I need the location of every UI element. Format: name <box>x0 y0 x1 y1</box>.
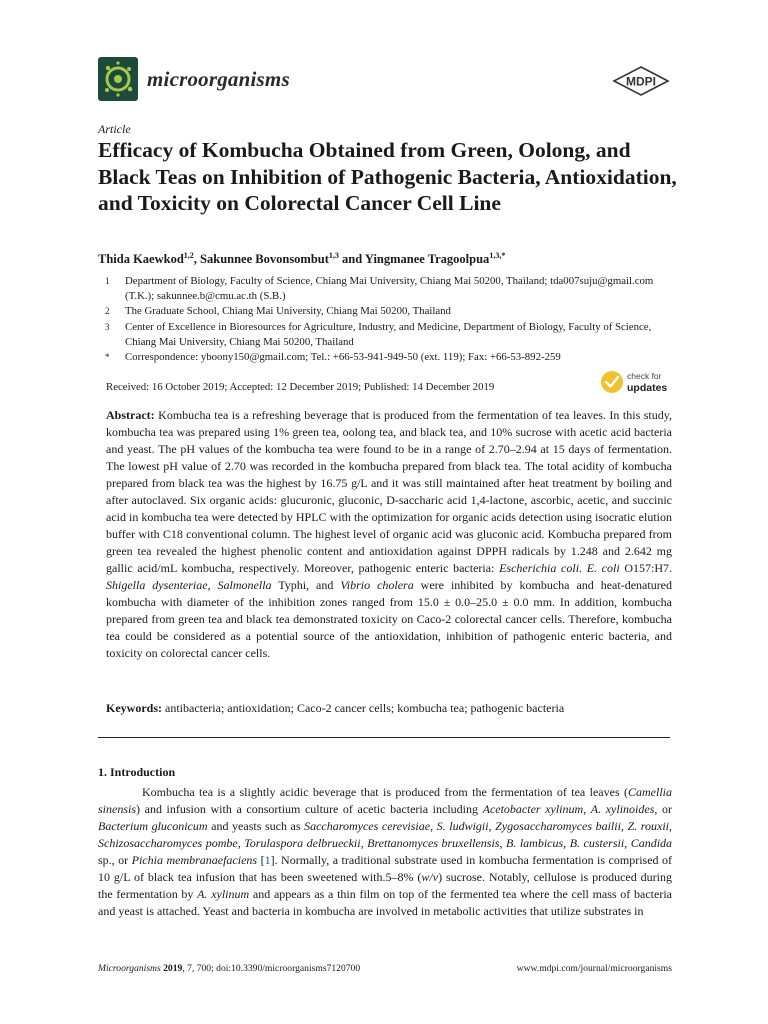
article-title: Efficacy of Kombucha Obtained from Green, Oolong, and Black Teas on Inhibition of Pathogenic Bacteria, Antioxidation, and Toxicity on Colorectal Cancer Cell Line <box>98 138 677 215</box>
abstract-text: were inhibited by kombucha and heat-denatured kombucha with diameter of the inhibition zones ranged from 15.0 ± 0.0–25.0 ± 0.0 mm. In addition, kombucha prepared from green tea and black tea demonstrated toxicity on Caco-2 colorectal cancer cells. Therefore, kombucha tea could be considered as a potential source of the antioxidation, inhibition of pathogenic enteric bacteria, and toxicity on colorectal cancer cells. <box>106 578 673 660</box>
affiliation-mark: 1 <box>105 276 110 286</box>
body-text: , <box>620 819 628 833</box>
body-text: and yeasts such as <box>207 819 305 833</box>
species-name: Bacterium gluconicum <box>98 819 208 833</box>
abstract-text: Kombucha tea is a refreshing beverage that is produced from the fermentation of tea leaves. In this study, kombucha tea was prepared using 1% green tea, oolong tea, and black tea, and 10% sucrose with acetic acid bacteria and yeast. The pH values of the kombucha tea were found to be in a range of 2.70–2.94 at 15 days of fermentation. The lowest pH value of 2.70 was recorded in the kombucha prepared from black tea. The total acidity of kombucha prepared from black tea was the highest by 16.75 g/L and it was still maintained after heat treatment by boiling and after autoclaved. Six organic acids: glucuronic, gluconic, D-saccharic acid 1,4-lactone, ascorbic, acetic, and succinic acid in kombucha tea were detected by HPLC with the optimization for organic acids detection using isocratic elution buffer with C18 conventional column. The highest level of organic acid was gluconic acid. Kombucha prepared from green tea revealed the highest phenolic content and antioxidation against DPPH radicals by 1.248 and 2.642 mg gallic acid/mL kombucha, respectively. Moreover, pathogenic enteric bacteria: <box>106 408 672 575</box>
species-name: A. xylinum <box>197 887 250 901</box>
species-name: S. ludwigii <box>436 819 489 833</box>
body-text: ]. Normally, a traditional substrate used in kombucha fermentation is comprised of 10 g/L of black tea infusion that has been sweetened with.5–8% ( <box>98 853 673 884</box>
affiliation-list <box>98 274 678 365</box>
species-name: Candida <box>630 836 673 850</box>
body-text: sp., or <box>98 853 132 867</box>
affiliation-mark: * <box>105 352 110 363</box>
mdpi-logo <box>612 66 670 96</box>
body-text: , <box>583 802 591 816</box>
body-text: and appears as a thin film on top of the fermented tea where the cell mass of bacteria and yeast is attached. Yeast and bacteria in kombucha are involved in metabolic activities that utilize substrates in <box>98 887 672 918</box>
body-text: Kombucha tea is a slightly acidic beverage that is produced from the fermentation of tea leaves ( <box>142 785 628 799</box>
author-name[interactable]: Sakunnee Bovonsombut <box>200 252 329 267</box>
introduction-paragraph <box>98 784 672 920</box>
species-name: Camellia sinensis <box>98 785 672 816</box>
body-text: ) sucrose. Notably, cellulose is produced during the fermentation by <box>98 870 672 901</box>
author-name[interactable]: Thida Kaewkod <box>98 252 184 267</box>
species-name: Z. rouxii <box>627 819 669 833</box>
species-name: Vibrio cholera <box>340 578 414 592</box>
abstract-text: O157:H7. <box>619 561 672 575</box>
author-list <box>98 251 505 267</box>
citation-link[interactable]: 1 <box>264 853 271 867</box>
body-text: , <box>669 819 672 833</box>
article-type: Article <box>98 122 131 136</box>
author-affiliation-mark: 1,2 <box>183 251 194 260</box>
species-name: Brettanomyces bruxellensis <box>367 836 500 850</box>
check-updates-line1: check for <box>627 371 662 381</box>
body-text: , <box>237 836 245 850</box>
affiliation-mark: 3 <box>105 321 110 332</box>
abstract-text: . <box>579 561 587 575</box>
body-text: , <box>499 836 506 850</box>
species-name: B. lambicus <box>506 836 564 850</box>
affiliation-item <box>98 350 678 365</box>
footer-journal: Microorganisms <box>98 963 161 974</box>
species-name: Saccharomyces cerevisiae <box>304 819 431 833</box>
body-text: , <box>360 836 368 850</box>
affiliation-text: The Graduate School, Chiang Mai University, Chiang Mai 50200, Thailand <box>125 305 451 318</box>
keywords-text: antibacteria; antioxidation; Caco-2 cancer cells; kombucha tea; pathogenic bacteria <box>162 701 565 715</box>
publication-dates: Received: 16 October 2019; Accepted: 12 December 2019; Published: 14 December 2019 <box>106 381 495 393</box>
section-heading-introduction: 1. Introduction <box>98 765 176 779</box>
body-text: ) and infusion with a consortium culture of acetic bacteria including <box>136 802 483 816</box>
body-text: , <box>488 819 496 833</box>
publisher-name: MDPI <box>626 74 656 89</box>
check-for-updates-button[interactable] <box>600 367 678 397</box>
affiliation-mark: 2 <box>105 306 110 317</box>
species-name: Pichia membranaefaciens <box>131 853 258 867</box>
footer-year: 2019 <box>163 963 183 974</box>
body-text: , <box>624 836 631 850</box>
keywords <box>106 701 672 716</box>
citation-footer <box>98 963 360 974</box>
species-name: Shigella dysenteriae <box>106 578 208 592</box>
species-name: Schizosaccharomyces pombe <box>98 836 238 850</box>
species-name: Zygosaccharomyces bailii <box>495 819 621 833</box>
species-name: Escherichia coli <box>499 561 580 575</box>
species-name: B. custersii <box>569 836 625 850</box>
journal-logo-icon <box>98 57 138 101</box>
species-name: E. coli <box>586 561 620 575</box>
species-name: A. xylinoides <box>590 802 655 816</box>
check-updates-line2: updates <box>627 382 668 394</box>
section-divider <box>98 737 670 738</box>
affiliation-item <box>98 304 678 319</box>
author-affiliation-mark: 1,3 <box>328 251 339 260</box>
author-name[interactable]: Yingmanee Tragoolpua <box>364 252 490 267</box>
author-separator: , <box>193 252 201 267</box>
body-text: [ <box>257 853 265 867</box>
unit-notation: w/v <box>421 870 439 884</box>
keywords-label: Keywords: <box>106 701 162 715</box>
author-affiliation-mark: 1,3,* <box>489 251 506 260</box>
body-text: , <box>430 819 437 833</box>
species-name: Salmonella <box>217 578 272 592</box>
affiliation-text: Department of Biology, Faculty of Science, Chiang Mai University, Chiang Mai 50200, Thailand; tda007suju@gmail.com (T.K.); sakunnee.b@cmu.ac.th (S.B.) <box>125 275 654 303</box>
footer-doi[interactable]: , 7, 700; doi:10.3390/microorganisms7120700 <box>182 963 361 974</box>
author-separator: and <box>338 252 365 267</box>
species-name: Torulaspora delbrueckii <box>244 836 361 850</box>
affiliation-text: Correspondence: yboony150@gmail.com; Tel.: +66-53-941-949-50 (ext. 119); Fax: +66-53-892-259 <box>125 351 561 364</box>
abstract-label: Abstract: <box>106 408 155 422</box>
species-name: Acetobacter xylinum <box>482 802 584 816</box>
abstract-text: , <box>207 578 218 592</box>
abstract <box>106 407 672 662</box>
affiliation-item <box>98 274 678 304</box>
journal-name: microorganisms <box>147 67 290 91</box>
body-text: , <box>563 836 570 850</box>
affiliation-item <box>98 320 678 350</box>
body-text: , or <box>654 802 672 816</box>
affiliation-text: Center of Excellence in Bioresources for Agriculture, Industry, and Medicine, Department of Biology, Faculty of Science, Chiang Mai University, Chiang Mai 50200, Thailand <box>125 320 652 348</box>
abstract-text: Typhi, and <box>271 578 341 592</box>
footer-journal-url[interactable]: www.mdpi.com/journal/microorganisms <box>516 963 672 974</box>
